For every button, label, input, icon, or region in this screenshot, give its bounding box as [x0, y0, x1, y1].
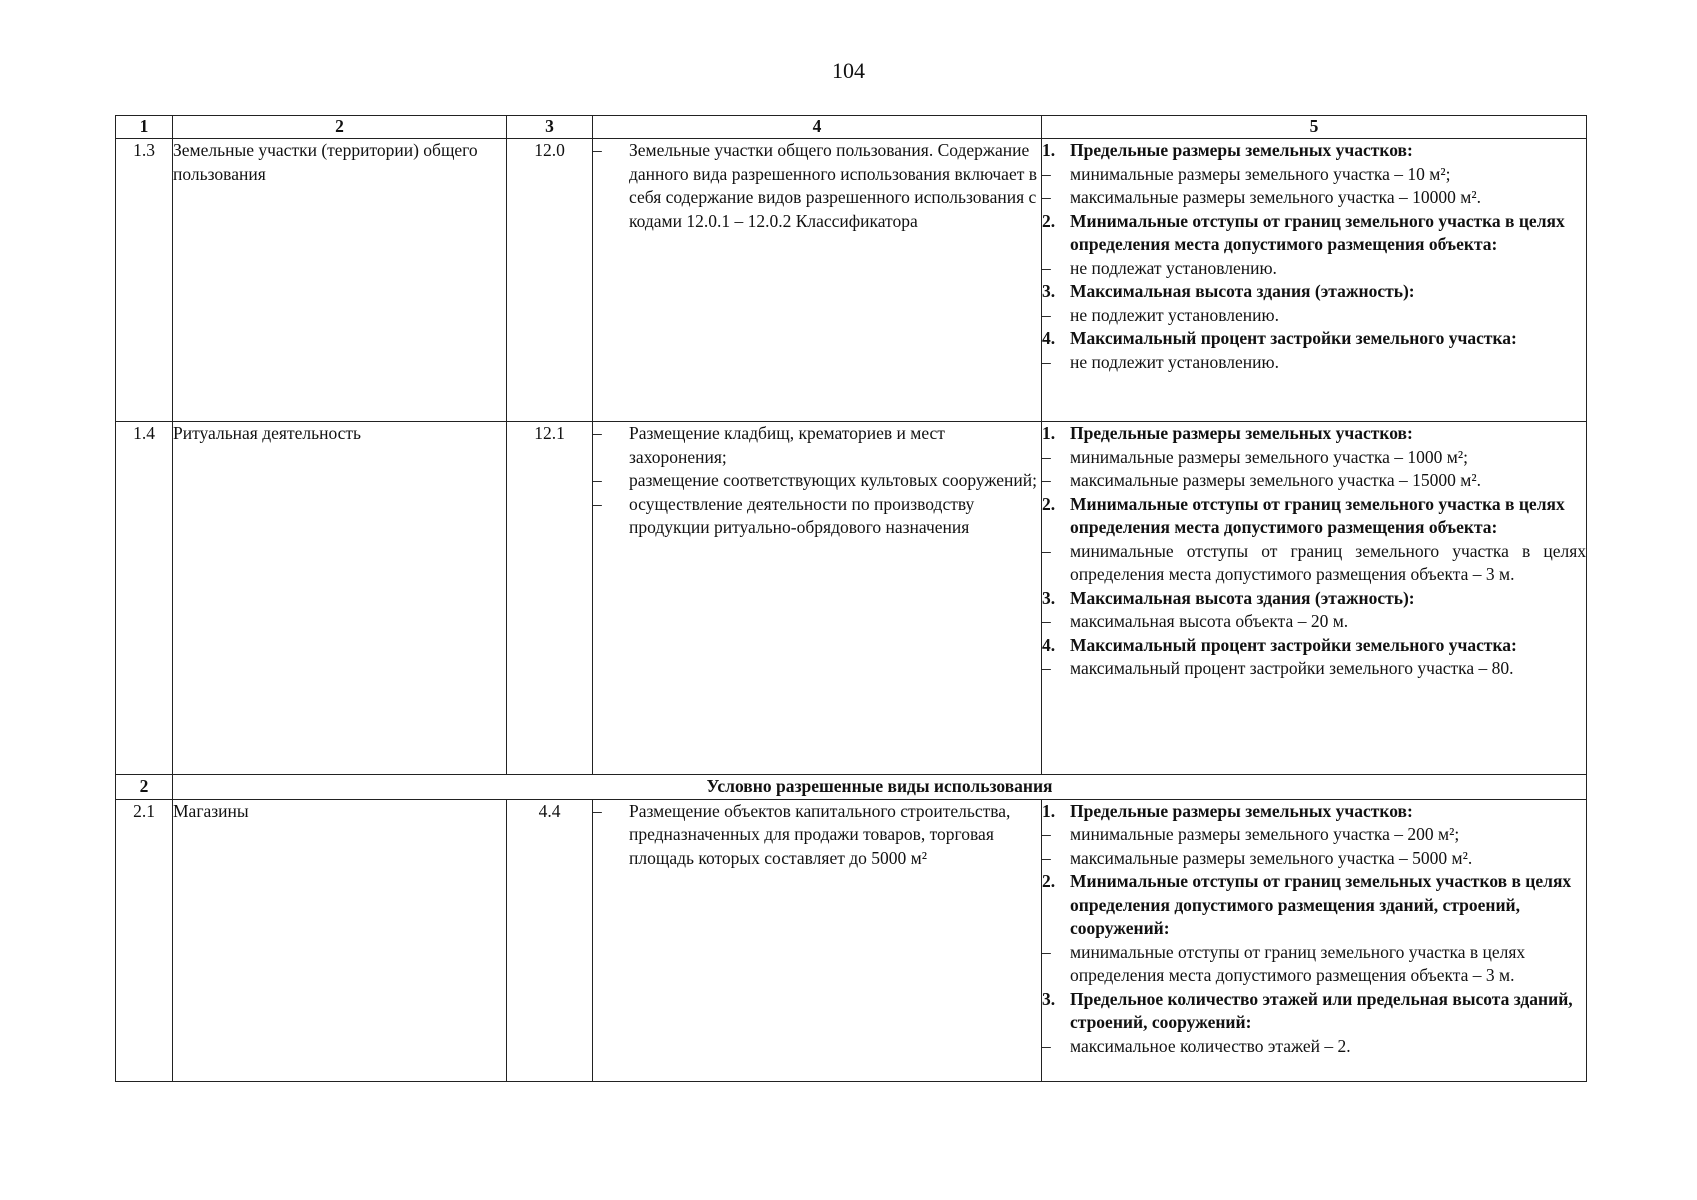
parameter-heading: 2. Минимальные отступы от границ земельного участка в целях определения места допустимого размещения объекта:: [1042, 493, 1565, 537]
parameter-value: – минимальные размеры земельного участка – 1000 м²;: [1042, 446, 1468, 467]
parameters-cell: [1042, 422, 1587, 775]
row-number: 1.3: [116, 139, 173, 422]
header-col-4: 4: [593, 116, 1042, 139]
parameter-value: – не подлежат установлению.: [1042, 257, 1277, 278]
parameter-value: – максимальные размеры земельного участка – 5000 м².: [1042, 847, 1473, 868]
header-col-2: 2: [173, 116, 507, 139]
table-header-row: [116, 116, 1587, 139]
use-type-name: Магазины: [173, 799, 507, 1081]
section-number: 2: [116, 775, 173, 800]
list-item: – осуществление деятельности по производству продукции ритуально-обрядового назначения: [593, 493, 975, 537]
parameter-heading: 2. Минимальные отступы от границ земельного участка в целях определения места допустимого размещения объекта:: [1042, 210, 1565, 254]
parameter-value: – максимальное количество этажей – 2.: [1042, 1035, 1351, 1056]
parameter-value: – минимальные отступы от границ земельного участка в целях определения места допустимого размещения объекта – 3 м.: [1042, 941, 1526, 985]
use-description: [593, 139, 1042, 422]
list-item: – Размещение кладбищ, крематориев и мест захоронения;: [593, 423, 945, 467]
header-col-1: 1: [116, 116, 173, 139]
parameter-value: – минимальные размеры земельного участка – 200 м²;: [1042, 824, 1460, 844]
parameter-value: – максимальная высота объекта – 20 м.: [1042, 611, 1349, 631]
parameter-value: – максимальный процент застройки земельного участка – 80.: [1042, 658, 1514, 678]
parameter-heading: 4. Максимальный процент застройки земельного участка:: [1042, 328, 1517, 348]
parameter-heading: 3. Предельное количество этажей или предельная высота зданий, строений, сооружений:: [1042, 988, 1573, 1032]
parameters-cell: [1042, 139, 1587, 422]
parameter-heading: 1. Предельные размеры земельных участков:: [1042, 800, 1413, 821]
table-row: [116, 422, 1587, 775]
parameter-heading: 1. Предельные размеры земельных участков:: [1042, 423, 1413, 443]
parameter-value: – минимальные размеры земельного участка – 10 м²;: [1042, 163, 1451, 184]
list-item: – размещение соответствующих культовых сооружений;: [593, 470, 1037, 490]
table-row: [116, 139, 1587, 422]
parameter-value: – минимальные отступы от границ земельного участка в целях определения места допустимого размещения объекта – 3 м.: [1042, 540, 1586, 584]
use-description: [593, 799, 1042, 1081]
classifier-code: 4.4: [507, 799, 593, 1081]
parameters-cell: [1042, 799, 1587, 1081]
parameter-heading: 2. Минимальные отступы от границ земельных участков в целях определения допустимого размещения зданий, строений, сооружений:: [1042, 871, 1572, 938]
parameter-heading: 4. Максимальный процент застройки земельного участка:: [1042, 634, 1517, 655]
parameter-value: – не подлежит установлению.: [1042, 304, 1279, 325]
section-row: [116, 775, 1587, 800]
row-number: 1.4: [116, 422, 173, 775]
parameter-heading: 3. Максимальная высота здания (этажность):: [1042, 281, 1415, 301]
header-col-5: 5: [1042, 116, 1587, 139]
parameter-value: – не подлежит установлению.: [1042, 351, 1279, 372]
use-description: [593, 422, 1042, 775]
parameter-value: – максимальные размеры земельного участка – 15000 м².: [1042, 470, 1481, 490]
parameter-value: – максимальные размеры земельного участка – 10000 м².: [1042, 187, 1481, 207]
page-number: 104: [832, 58, 865, 83]
parameter-heading: 1. Предельные размеры земельных участков:: [1042, 140, 1413, 160]
list-item: – Земельные участки общего пользования. Содержание данного вида разрешенного использования включает в себя содержание видов разрешенного использования с кодами 12.0.1 – 12.0.2 Классификатора: [593, 140, 1038, 231]
table-row: [116, 799, 1587, 1081]
section-title: Условно разрешенные виды использования: [173, 775, 1587, 800]
row-number: 2.1: [116, 799, 173, 1081]
use-type-name: Земельные участки (территории) общего пользования: [173, 139, 507, 422]
list-item: – Размещение объектов капитального строительства, предназначенных для продажи товаров, торговая площадь которых составляет до 5000 м²: [593, 800, 1011, 868]
classifier-code: 12.1: [507, 422, 593, 775]
zoning-table: [115, 115, 1587, 1082]
classifier-code: 12.0: [507, 139, 593, 422]
header-col-3: 3: [507, 116, 593, 139]
parameter-heading: 3. Максимальная высота здания (этажность):: [1042, 587, 1415, 608]
use-type-name: Ритуальная деятельность: [173, 422, 507, 775]
